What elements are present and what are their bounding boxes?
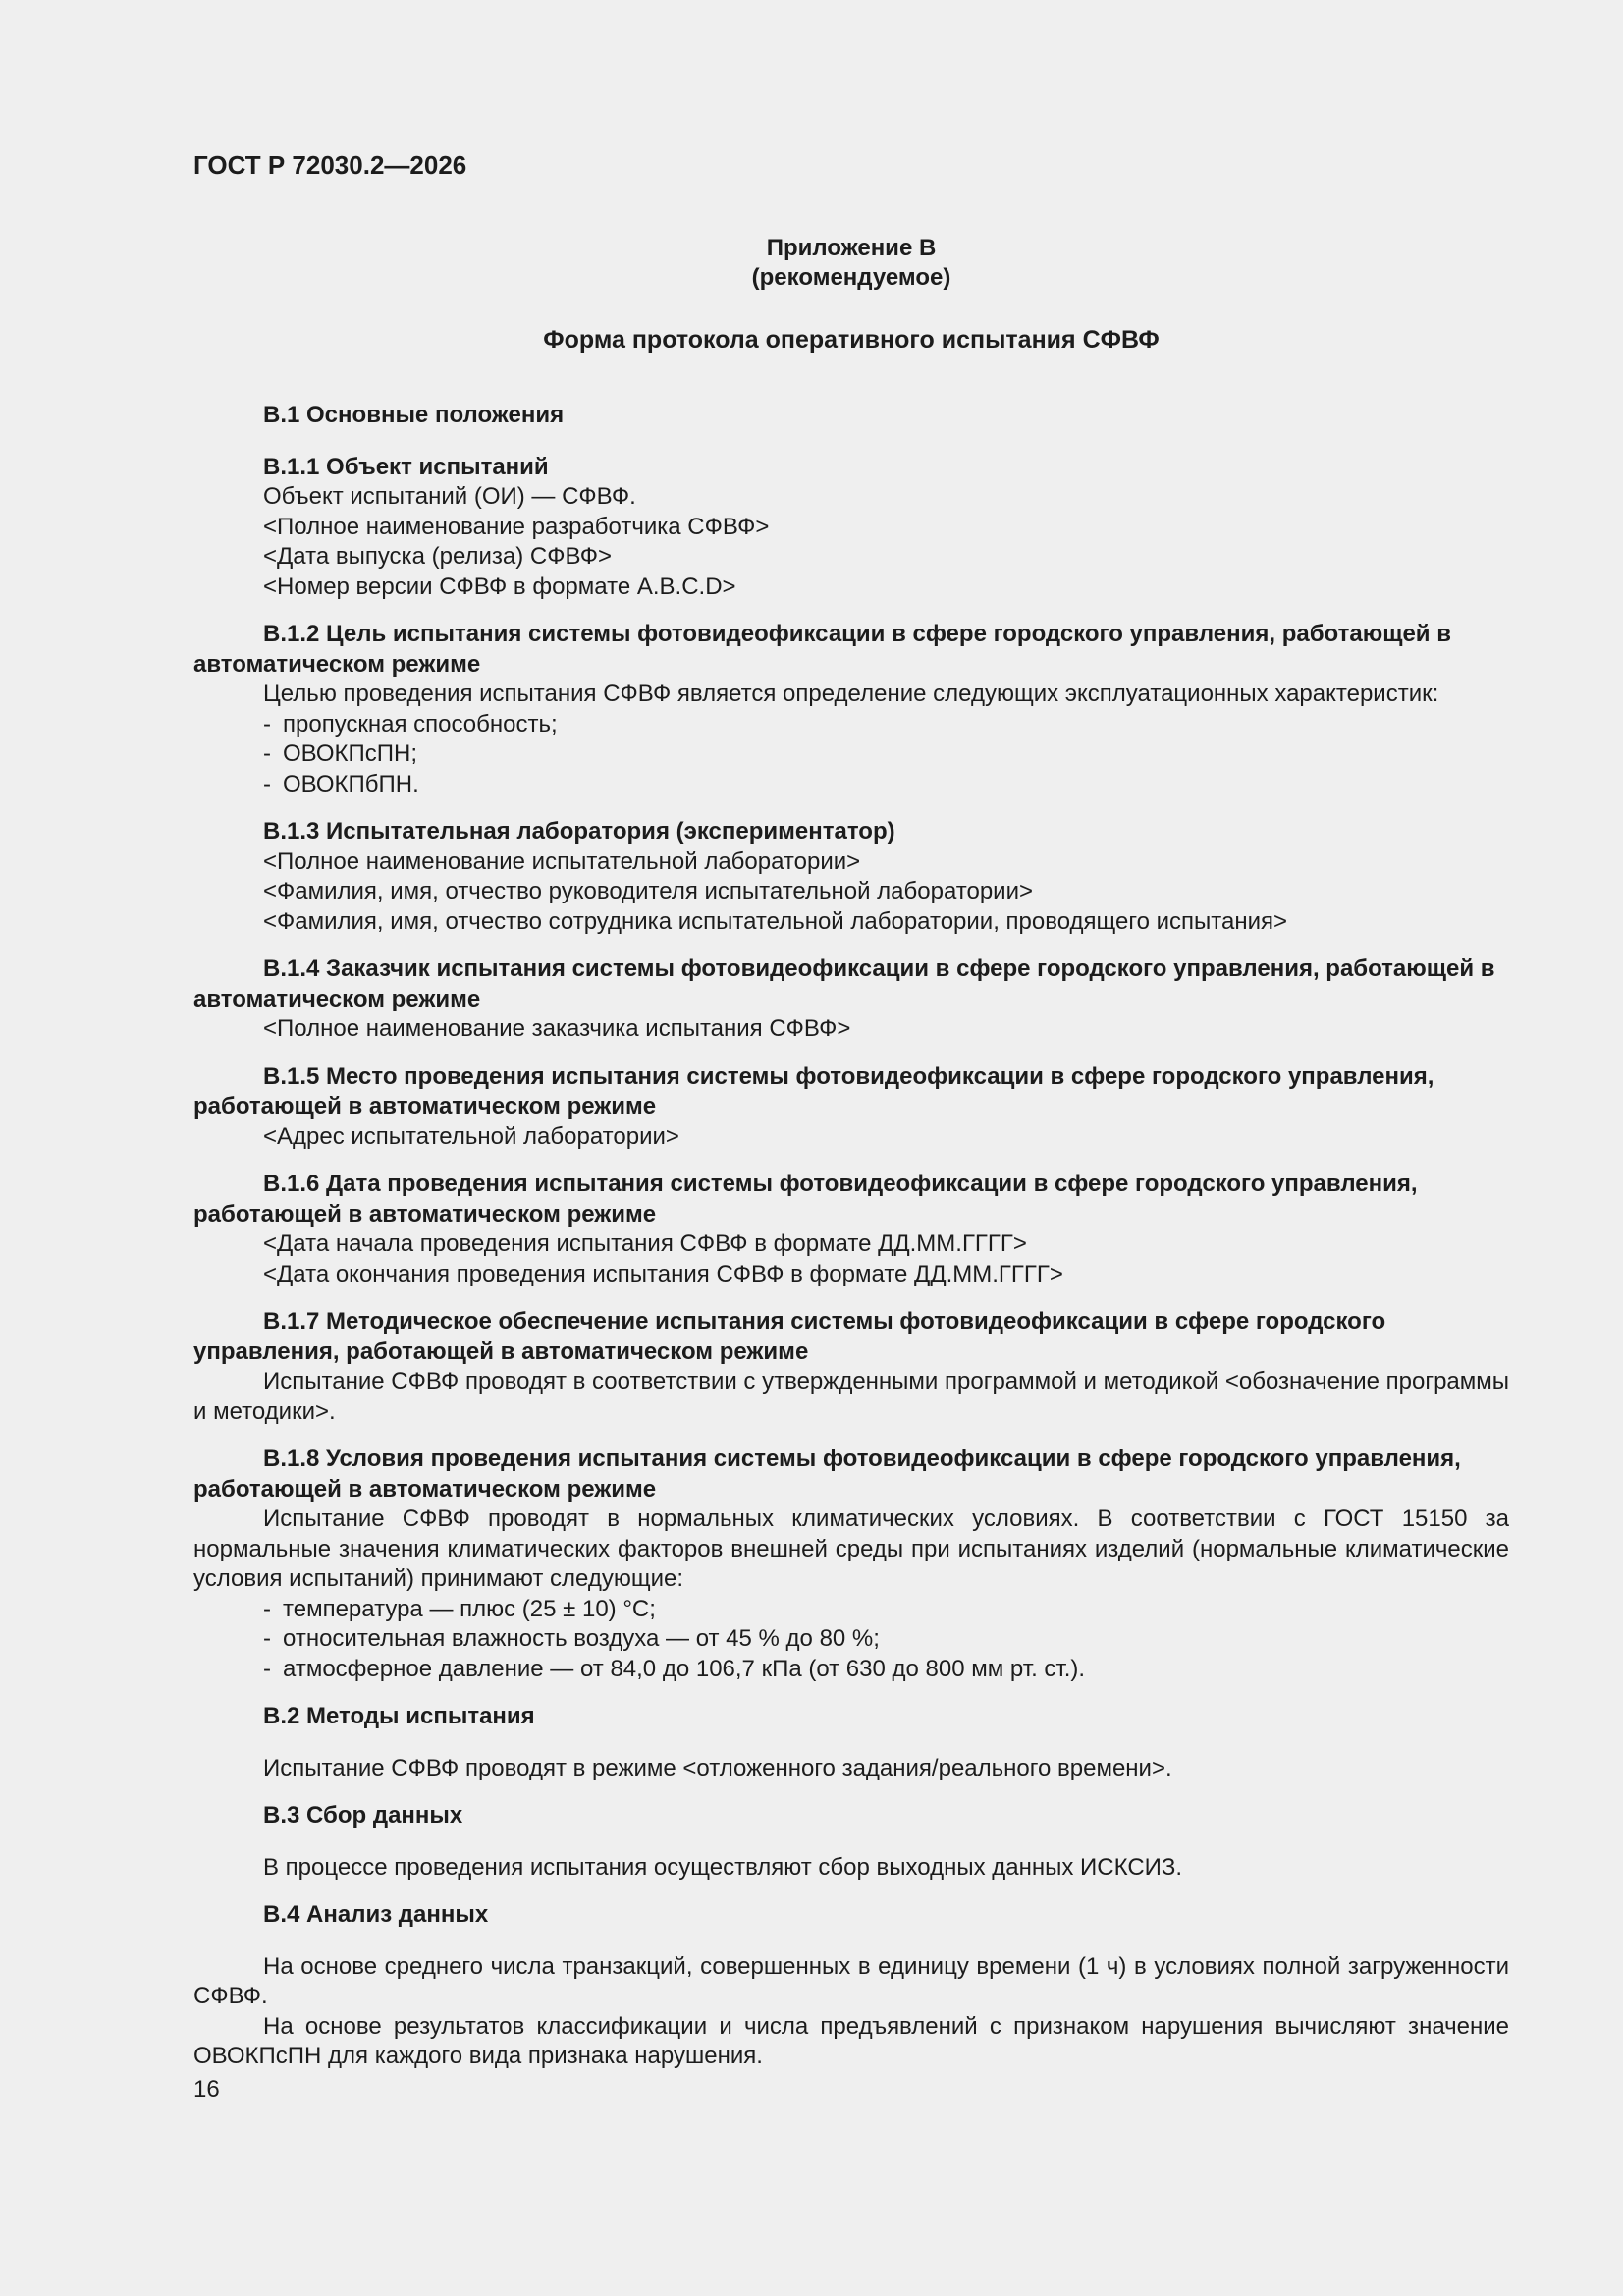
section-b1-1	[193, 453, 1509, 603]
document-id: ГОСТ Р 72030.2—2026	[193, 150, 467, 180]
text-line: <Фамилия, имя, отчество сотрудника испытательной лаборатории, проводящего испытания>	[263, 907, 1288, 935]
dash-marker: -	[263, 740, 271, 767]
annex-title: Приложение В	[766, 235, 937, 261]
section-b3-heading: В.3 Сбор данных	[263, 1802, 463, 1829]
section-b1-3-heading: В.1.3 Испытательная лаборатория (экспериментатор)	[263, 818, 895, 845]
text-line: <Адрес испытательной лаборатории>	[263, 1122, 679, 1150]
list-item: - атмосферное давление — от 84,0 до 106,7 кПа (от 630 до 800 мм рт. ст.).	[193, 1655, 1509, 1685]
list-item: - температура — плюс (25 ± 10) °С;	[193, 1595, 1509, 1625]
section-b1-5	[193, 1063, 1509, 1153]
text-line: <Фамилия, имя, отчество руководителя испытательной лаборатории>	[263, 878, 1034, 904]
section-b1-3	[193, 817, 1509, 937]
document-title: Форма протокола оперативного испытания СФВФ	[543, 326, 1160, 354]
dash-marker: -	[263, 1655, 271, 1682]
section-b1-7-heading: В.1.7 Методическое обеспечение испытания системы фотовидеофиксации в сфере городского управления, работающей в автоматическом режиме	[193, 1308, 1386, 1365]
section-b4-heading: В.4 Анализ данных	[263, 1901, 489, 1928]
section-b3	[193, 1801, 1509, 1883]
section-b1-8-heading: В.1.8 Условия проведения испытания системы фотовидеофиксации в сфере городского управления, работающей в автоматическом режиме	[193, 1446, 1461, 1503]
section-b1-5-heading: В.1.5 Место проведения испытания системы фотовидеофиксации в сфере городского управления, работающей в автоматическом режиме	[193, 1063, 1434, 1120]
section-b1-4-heading: В.1.4 Заказчик испытания системы фотовидеофиксации в сфере городского управления, работающей в автоматическом режиме	[193, 956, 1495, 1012]
text-line: <Полное наименование испытательной лаборатории>	[263, 847, 861, 875]
paragraph: Испытание СФВФ проводят в соответствии с утвержденными программой и методикой <обозначение программы и методики>.	[193, 1368, 1510, 1425]
section-b1-2-heading: В.1.2 Цель испытания системы фотовидеофиксации в сфере городского управления, работающей в автоматическом режиме	[193, 621, 1451, 678]
list-item: - относительная влажность воздуха — от 45 % до 80 %;	[193, 1624, 1509, 1655]
paragraph: На основе среднего числа транзакций, совершенных в единицу времени (1 ч) в условиях полной загруженности СФВФ.	[193, 1952, 1509, 2009]
list-item: - пропускная способность;	[193, 710, 1509, 740]
section-b1-6	[193, 1170, 1509, 1289]
text-line: <Дата начала проведения испытания СФВФ в формате ДД.ММ.ГГГГ>	[263, 1230, 1027, 1257]
list-item: - ОВОКПбПН.	[193, 770, 1509, 800]
text-line: Целью проведения испытания СФВФ является определение следующих эксплуатационных характеристик:	[263, 681, 1439, 707]
section-b1-7	[193, 1307, 1509, 1427]
section-b1-8	[193, 1445, 1509, 1684]
dash-marker: -	[263, 770, 271, 797]
text-line: <Дата окончания проведения испытания СФВФ в формате ДД.ММ.ГГГГ>	[263, 1260, 1063, 1287]
section-b1-6-heading: В.1.6 Дата проведения испытания системы фотовидеофиксации в сфере городского управления, работающей в автоматическом режиме	[193, 1171, 1418, 1228]
text-line: <Дата выпуска (релиза) СФВФ>	[263, 543, 612, 570]
section-b2	[193, 1702, 1509, 1783]
paragraph: В процессе проведения испытания осуществляют сбор выходных данных ИСКСИЗ.	[263, 1853, 1183, 1881]
list-item: - ОВОКПсПН;	[193, 739, 1509, 770]
section-b1-4	[193, 955, 1509, 1045]
section-b2-heading: В.2 Методы испытания	[263, 1703, 535, 1729]
page-number: 16	[193, 2076, 220, 2103]
section-b1-heading: В.1 Основные положения	[263, 402, 565, 428]
paragraph: На основе результатов классификации и числа предъявлений с признаком нарушения вычисляют значение ОВОКПсПН для каждого вида признака нарушения.	[193, 2012, 1509, 2069]
paragraph: Испытание СФВФ проводят в режиме <отложенного задания/реального времени>.	[263, 1754, 1172, 1781]
paragraph: Испытание СФВФ проводят в нормальных климатических условиях. В соответствии с ГОСТ 15150 за нормальные значения климатических факторов внешней среды при испытаниях изделий (нормальные климатические условия испытаний) принимают следующие:	[193, 1505, 1509, 1592]
section-b1-2	[193, 620, 1509, 799]
text-line: <Номер версии СФВФ в формате A.B.C.D>	[263, 573, 736, 600]
section-b1-1-heading: В.1.1 Объект испытаний	[263, 453, 549, 480]
dash-marker: -	[263, 1625, 271, 1652]
text-line: <Полное наименование разработчика СФВФ>	[263, 513, 770, 540]
dash-marker: -	[263, 710, 271, 738]
annex-status: (рекомендуемое)	[751, 264, 951, 291]
text-line: <Полное наименование заказчика испытания СФВФ>	[263, 1015, 851, 1042]
section-b4	[193, 1900, 1509, 2072]
dash-marker: -	[263, 1595, 271, 1622]
text-line: Объект испытаний (ОИ) — СФВФ.	[263, 483, 636, 510]
